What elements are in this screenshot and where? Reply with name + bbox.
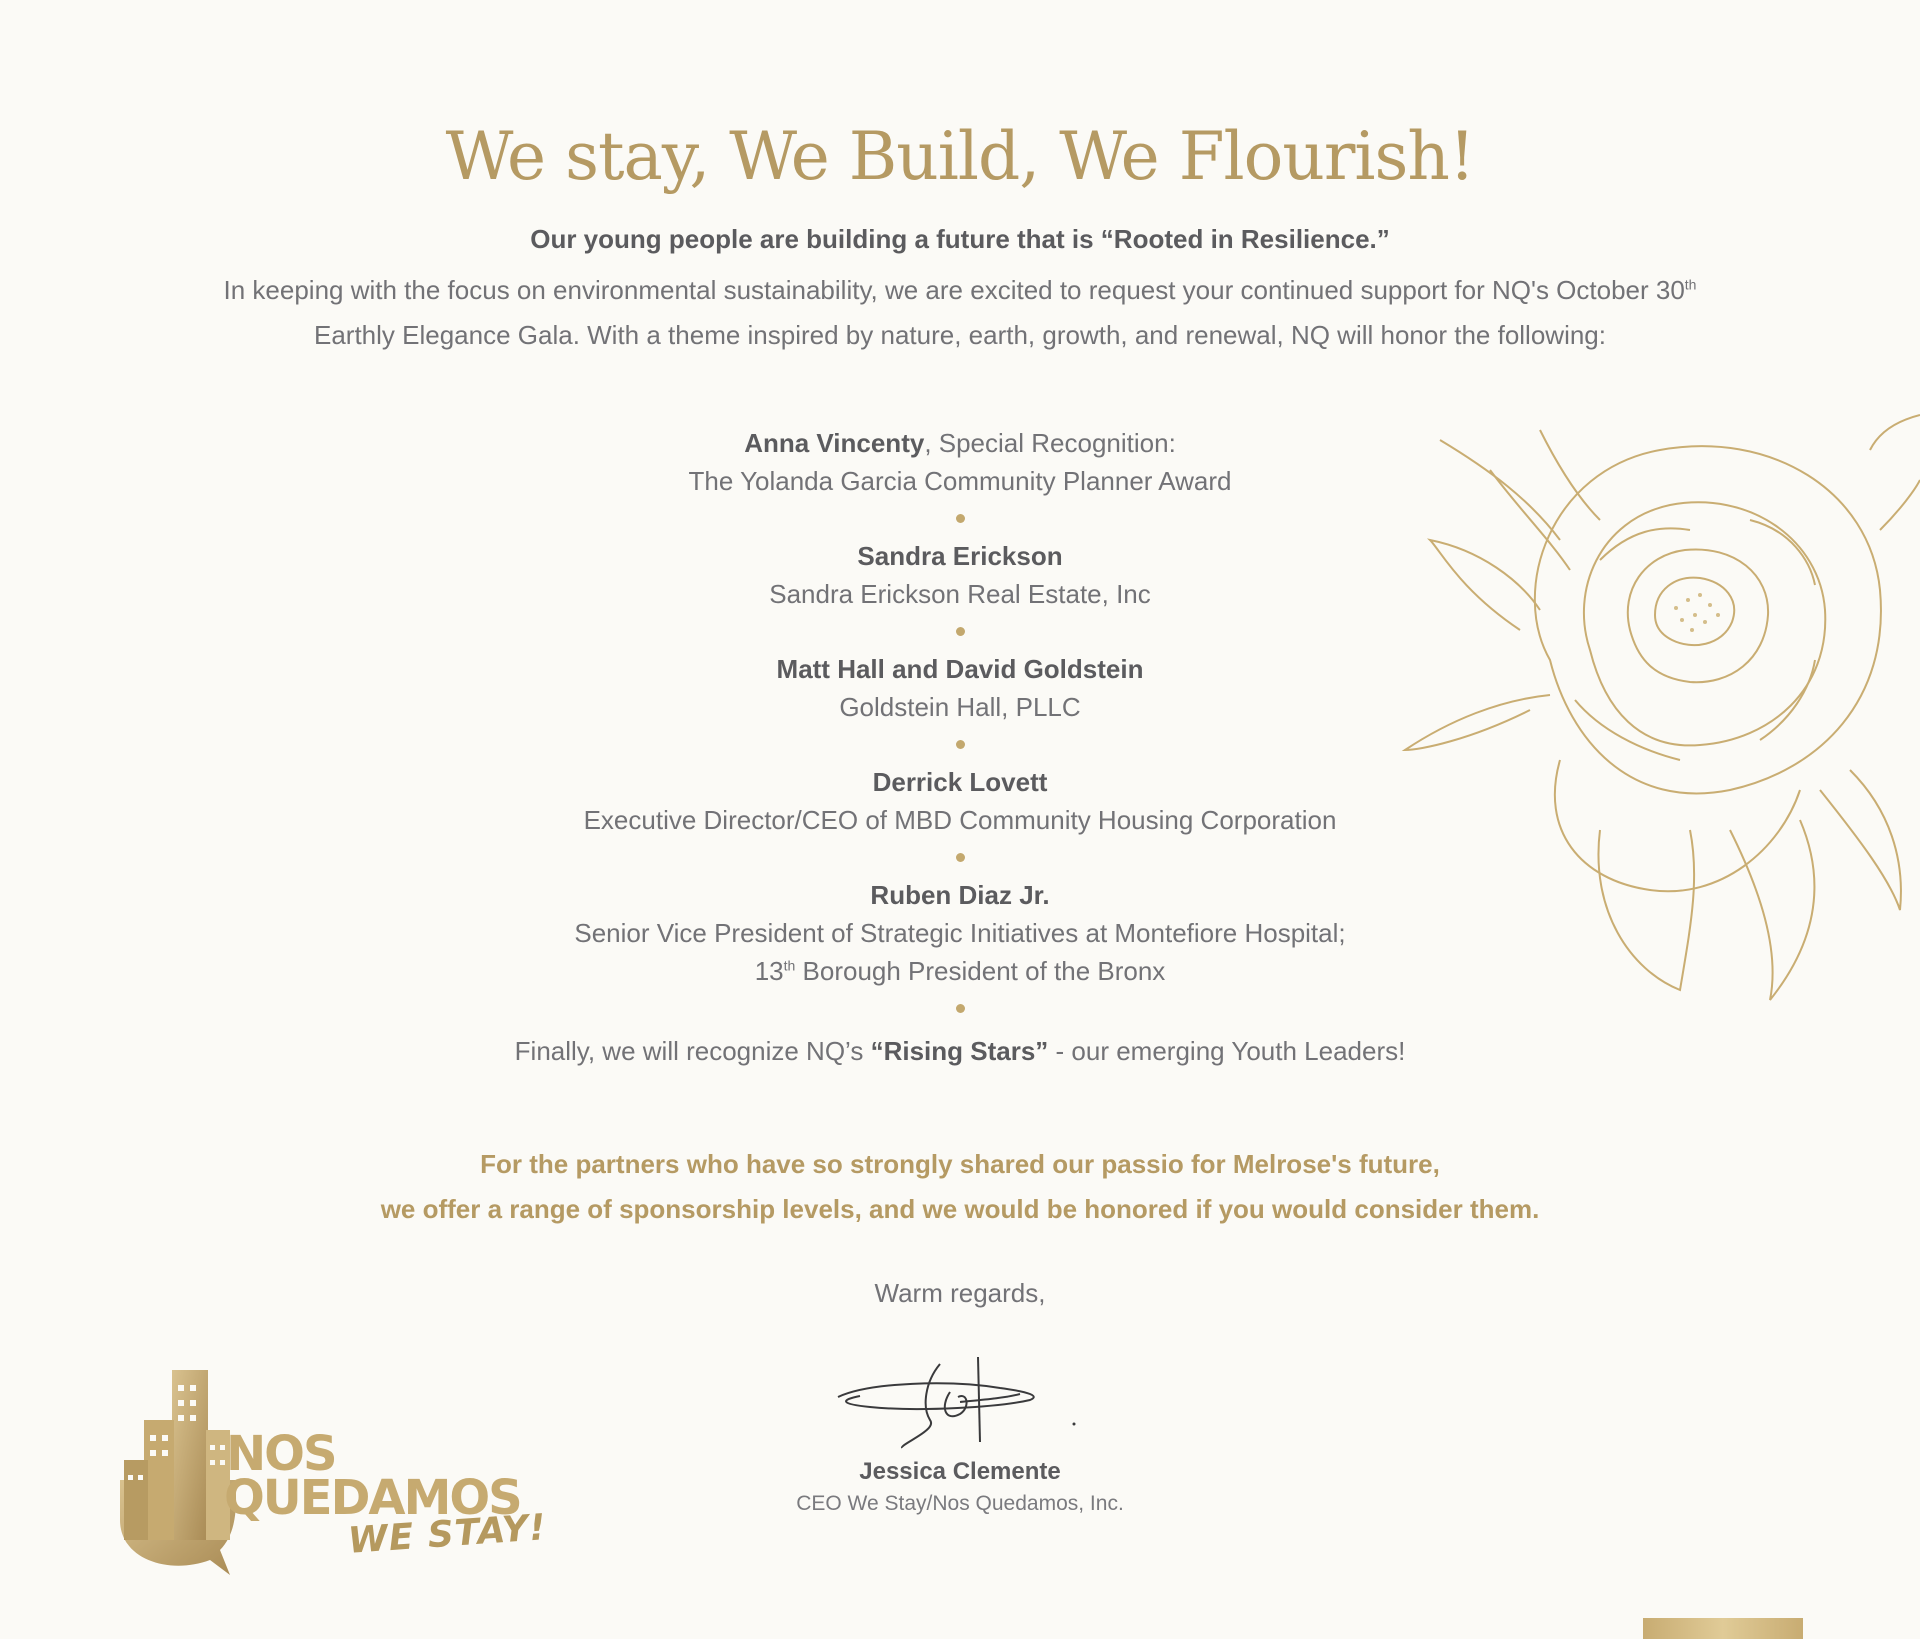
page-title: We stay, We Build, We Flourish!	[445, 118, 1475, 195]
separator-dot	[956, 514, 965, 523]
honoree-suffix: , Special Recognition:	[924, 428, 1176, 458]
logo-text-nos: NOS	[226, 1426, 336, 1482]
logo-text-we-stay: WE STAY!	[346, 1507, 548, 1562]
intro-paragraph	[0, 268, 1920, 358]
honoree-name: Sandra Erickson	[857, 541, 1063, 571]
signature-image	[830, 1352, 1090, 1452]
honoree-anna-vincenty	[460, 424, 1460, 500]
intro-line-1-text: In keeping with the focus on environmental sustainability, we are excited to request your continued support for NQ's October 30	[223, 275, 1685, 305]
honorees-list	[460, 424, 1460, 1027]
sponsorship-line-1: For the partners who have so strongly shared our passio for Melrose's future,	[480, 1149, 1440, 1179]
honoree-ruben-diaz	[460, 876, 1460, 990]
rising-stars-bold: “Rising Stars”	[870, 1036, 1049, 1066]
logo-text-quedamos: QUEDAMOS	[224, 1470, 521, 1526]
separator-dot	[956, 853, 965, 862]
honoree-detail-sup: th	[783, 957, 796, 974]
rising-stars-before: Finally, we will recognize NQ’s	[514, 1036, 871, 1066]
rising-stars-line	[0, 1036, 1920, 1067]
honoree-detail: Senior Vice President of Strategic Initiatives at Montefiore Hospital;	[574, 918, 1346, 948]
signer-name: Jessica Clemente	[859, 1458, 1061, 1485]
honoree-name: Matt Hall and David Goldstein	[776, 654, 1144, 684]
sponsorship-line-2: we offer a range of sponsorship levels, and we would be honored if you would consider them.	[380, 1194, 1540, 1224]
peony-flower-illustration	[1400, 410, 1920, 1010]
nos-quedamos-logo-icon	[110, 1360, 240, 1580]
rising-stars-after: - our emerging Youth Leaders!	[1048, 1036, 1406, 1066]
honoree-detail: Goldstein Hall, PLLC	[839, 692, 1081, 722]
closing-regards: Warm regards,	[874, 1278, 1046, 1308]
honoree-detail: The Yolanda Garcia Community Planner Award	[688, 466, 1232, 496]
decorative-gold-bar	[1643, 1618, 1803, 1639]
signer-title: CEO We Stay/Nos Quedamos, Inc.	[796, 1492, 1124, 1515]
intro-line-1	[0, 268, 1920, 313]
honoree-derrick-lovett	[460, 763, 1460, 839]
honoree-detail: Sandra Erickson Real Estate, Inc	[769, 579, 1151, 609]
honoree-sandra-erickson	[460, 537, 1460, 613]
intro-line-1-sup: th	[1684, 276, 1697, 293]
honoree-hall-goldstein	[460, 650, 1460, 726]
intro-line-2: Earthly Elegance Gala. With a theme inspired by nature, earth, growth, and renewal, NQ will honor the following:	[313, 320, 1606, 350]
honoree-detail-2	[460, 952, 1460, 990]
separator-dot	[956, 740, 965, 749]
sponsorship-paragraph	[0, 1142, 1920, 1232]
honoree-name: Derrick Lovett	[872, 767, 1048, 797]
honoree-detail: Executive Director/CEO of MBD Community Housing Corporation	[583, 805, 1337, 835]
honoree-detail-text: Borough President of the Bronx	[795, 956, 1166, 986]
honoree-name: Ruben Diaz Jr.	[870, 880, 1050, 910]
honoree-detail-num: 13	[754, 956, 784, 986]
separator-dot	[956, 627, 965, 636]
honoree-name: Anna Vincenty	[744, 428, 925, 458]
separator-dot	[956, 1004, 965, 1013]
lead-statement: Our young people are building a future that is “Rooted in Resilience.”	[530, 224, 1390, 254]
